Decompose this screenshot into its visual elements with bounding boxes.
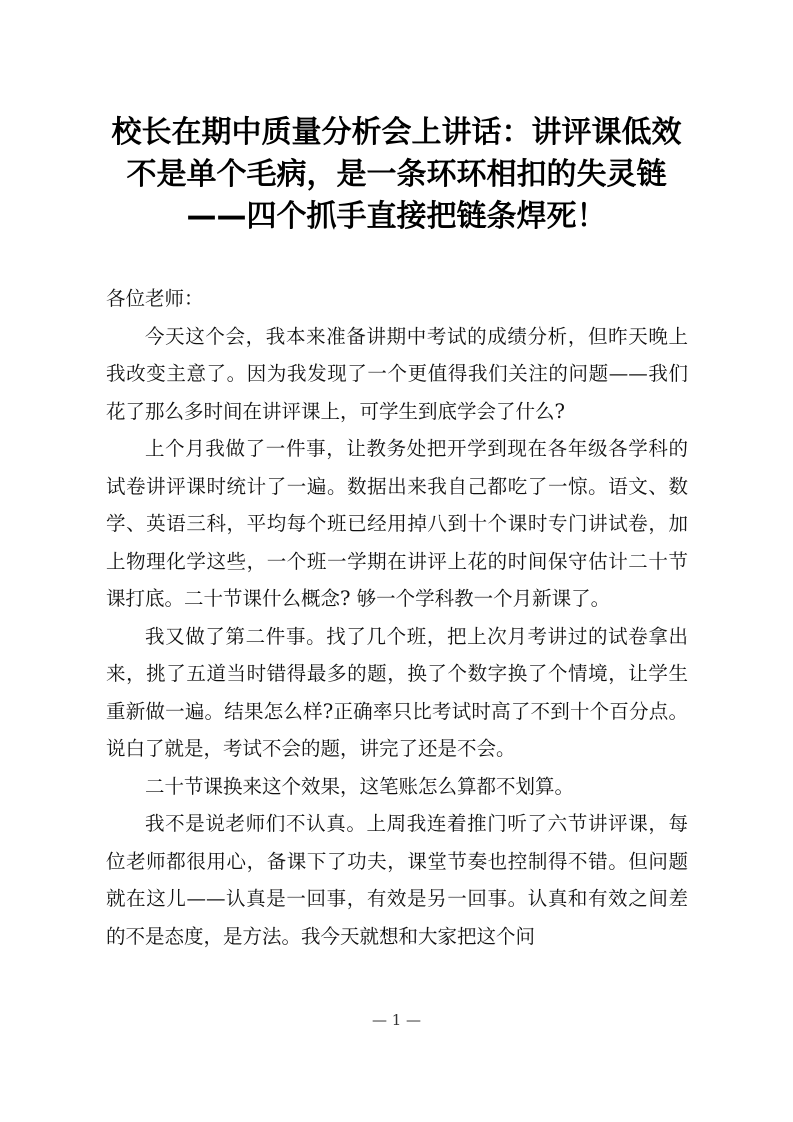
page-number: — 1 — bbox=[371, 1011, 422, 1029]
document-title: 校长在期中质量分析会上讲话：讲评课低效不是单个毛病，是一条环环相扣的失灵链——四个抓手直接把链条焊死！ bbox=[111, 115, 682, 234]
paragraph-5: 我不是说老师们不认真。上周我连着推门听了六节讲评课，每位老师都很用心，备课下了功夫，课堂节奏也控制得不错。但问题就在这儿——认真是一回事，有效是另一回事。认真和有效之间差的不是态度，是方法。我今天就想和大家把这个问 bbox=[106, 812, 688, 948]
paragraph-3: 我又做了第二件事。找了几个班，把上次月考讲过的试卷拿出来，挑了五道当时错得最多的题，换了个数字换了个情境，让学生重新做一遍。结果怎么样?正确率只比考试时高了不到十个百分点。说白了就是，考试不会的题，讲完了还是不会。 bbox=[106, 624, 688, 760]
salutation: 各位老师： bbox=[106, 287, 204, 310]
paragraph-1: 今天这个会，我本来准备讲期中考试的成绩分析，但昨天晚上我改变主意了。因为我发现了一个更值得我们关注的问题——我们花了那么多时间在讲评课上，可学生到底学会了什么? bbox=[106, 324, 688, 423]
paragraph-2: 上个月我做了一件事，让教务处把开学到现在各年级各学科的试卷讲评课时统计了一遍。数据出来我自己都吃了一惊。语文、数学、英语三科，平均每个班已经用掉八到十个课时专门讲试卷，加上物理化学这些，一个班一学期在讲评上花的时间保守估计二十节课打底。二十节课什么概念? 够一个学科教一个月新课了。 bbox=[106, 437, 688, 610]
paragraph-4: 二十节课换来这个效果，这笔账怎么算都不划算。 bbox=[145, 774, 575, 798]
document-body bbox=[106, 280, 688, 955]
